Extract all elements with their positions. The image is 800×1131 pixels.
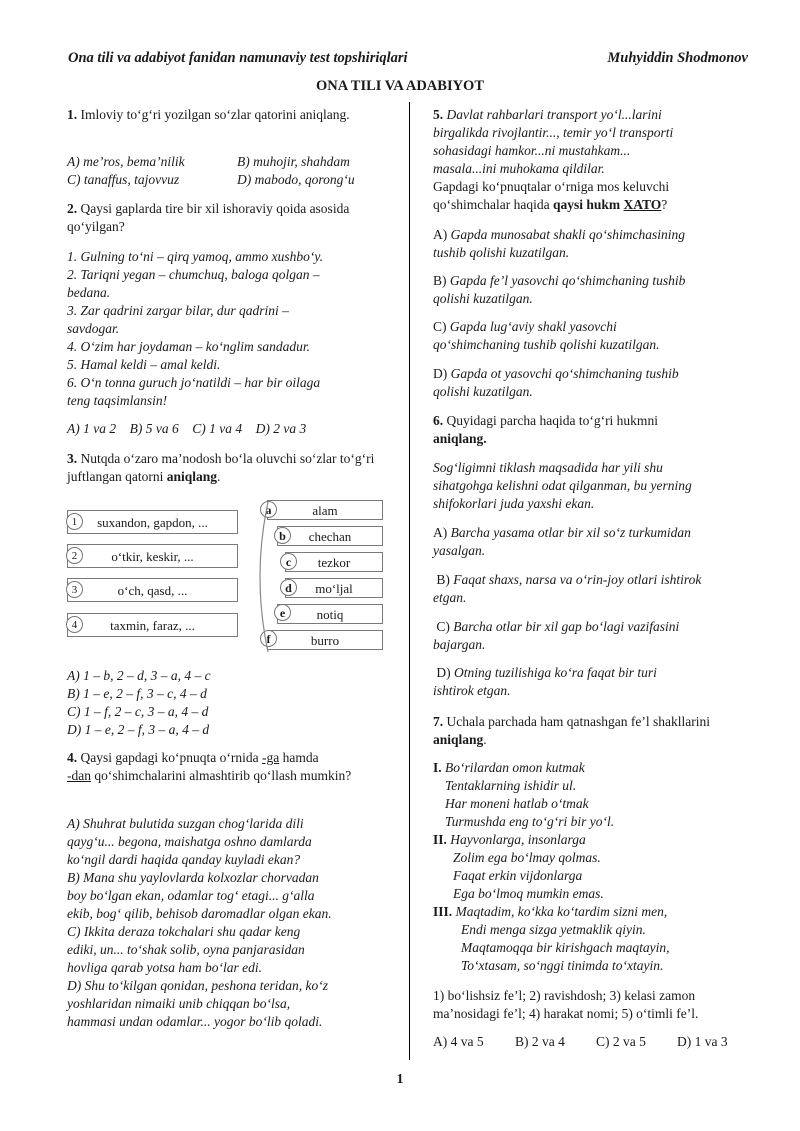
q4-suffix-ga: -ga bbox=[261, 750, 280, 765]
q1-option-b[interactable]: B) muhojir, shahdam bbox=[237, 154, 350, 169]
q4-line[interactable]: koʻngil dardi haqida qanday kuyladi ekan? bbox=[67, 852, 301, 867]
q6-option-d[interactable] bbox=[433, 664, 773, 700]
q5-option-letter: C) bbox=[433, 319, 450, 334]
q7-poem-line: Ega boʻlmoq mumkin emas. bbox=[453, 886, 604, 901]
q2-sentences bbox=[67, 248, 387, 410]
q4-line[interactable]: hammasi undan odamlar... yogor boʻlib qoladi. bbox=[67, 1014, 323, 1029]
q7-poem-line: Faqat erkin vijdonlarga bbox=[453, 868, 583, 883]
q4-line[interactable]: D) Shu toʻkilgan qonidan, peshona teridan, koʻz bbox=[67, 978, 328, 993]
q1-option-d[interactable]: D) mabodo, qorongʻu bbox=[237, 172, 355, 187]
q6-option-text: Barcha otlar bir xil gap boʻlagi vazifasini bbox=[453, 619, 680, 634]
q4-line[interactable]: ediki, un... toʻshak solib, oyna panjarasidan bbox=[67, 942, 305, 957]
q3-number: 3. bbox=[67, 451, 78, 466]
q6-option-letter: B) bbox=[436, 572, 454, 587]
q5-option-letter: A) bbox=[433, 227, 451, 242]
q3-right-letter: b bbox=[274, 527, 291, 544]
q3-answers bbox=[67, 667, 387, 739]
q3-text-bold: aniqlang bbox=[166, 469, 218, 484]
q2-line: teng taqsimlansin! bbox=[67, 393, 168, 408]
q3-option-a[interactable]: A) 1 – b, 2 – d, 3 – a, 4 – c bbox=[67, 668, 211, 683]
q7-poem-number: I. bbox=[433, 760, 442, 775]
q4-suffix-dan: -dan bbox=[67, 768, 91, 783]
q6-option-text: ishtirok etgan. bbox=[433, 683, 511, 698]
q4-number: 4. bbox=[67, 750, 78, 765]
q1-option-c[interactable]: C) tanaffus, tajovvuz bbox=[67, 172, 180, 187]
q7-option-d[interactable]: D) 1 va 3 bbox=[677, 1034, 728, 1049]
q5-option-text: qolishi kuzatilgan. bbox=[433, 384, 533, 399]
q5-option-text: tushib qolishi kuzatilgan. bbox=[433, 245, 570, 260]
q4-line[interactable]: boy boʻlgan ekan, odamlar togʻ etagi... gʻalla bbox=[67, 888, 315, 903]
q3-left-text: oʻtkir, keskir, ... bbox=[111, 549, 194, 564]
q2-answers[interactable]: A) 1 va 2 B) 5 va 6 C) 1 va 4 D) 2 va 3 bbox=[67, 421, 307, 436]
q6-option-text: bajargan. bbox=[433, 637, 486, 652]
question-3: 3. Nutqda oʻzaro maʼnodosh boʻla oluvchi soʻzlar toʻgʻri juftlangan qatorni aniqlang. bbox=[67, 451, 375, 484]
q3-right-letter: a bbox=[260, 501, 277, 518]
q4-line[interactable]: A) Shuhrat bulutida suzgan chogʻlarida dili bbox=[67, 816, 304, 831]
page-number: 1 bbox=[396, 1072, 404, 1087]
q6-passage-line: Sogʻligimni tiklash maqsadida har yili shu bbox=[433, 460, 663, 475]
q6-option-text: etgan. bbox=[433, 590, 467, 605]
q3-text: Nutqda oʻzaro maʼnodosh boʻla oluvchi soʻzlar toʻgʻri juftlangan qatorni bbox=[67, 451, 375, 484]
q6-option-a[interactable] bbox=[433, 524, 773, 560]
q7-feature-line: 1) boʻlishsiz feʼl; 2) ravishdosh; 3) kelasi zamon bbox=[433, 988, 696, 1003]
q7-poem-line: Har moneni hatlab oʻtmak bbox=[445, 796, 589, 811]
q3-left-box-4 bbox=[67, 613, 238, 637]
q5-sentence: masala...ini muhokama qildilar. bbox=[433, 161, 605, 176]
q5-option-d[interactable] bbox=[433, 365, 763, 401]
question-1 bbox=[67, 106, 387, 124]
q2-line: 6. Oʻn tonna guruch joʻnatildi – har bir oilaga bbox=[67, 375, 321, 390]
q3-left-box-1 bbox=[67, 510, 238, 534]
question-2 bbox=[67, 200, 367, 236]
q1-text: Imloviy toʻgʻri yozilgan soʻzlar qatorini aniqlang. bbox=[80, 107, 350, 122]
q7-feature-line: maʼnosidagi feʼl; 4) harakat nomi; 5) oʻtimli feʼl. bbox=[433, 1006, 699, 1021]
q1-number: 1. bbox=[67, 107, 78, 122]
q5-sentence: sohasidagi hamkor...ni mustahkam... bbox=[433, 143, 631, 158]
q3-left-box-3 bbox=[67, 578, 238, 602]
q6-option-b[interactable] bbox=[433, 571, 773, 607]
q2-text: Qaysi gaplarda tire bir xil ishoraviy qoida asosida qoʻyilgan? bbox=[67, 201, 350, 234]
q2-line: 5. Hamal keldi – amal keldi. bbox=[67, 357, 221, 372]
q3-right-box-b bbox=[277, 526, 383, 546]
q5-option-a[interactable] bbox=[433, 226, 763, 262]
q3-left-text: oʻch, qasd, ... bbox=[117, 583, 188, 598]
q2-line: 2. Tariqni yegan – chumchuq, baloga qolgan – bbox=[67, 267, 320, 282]
q7-answers bbox=[433, 1033, 763, 1051]
q6-option-letter: A) bbox=[433, 525, 451, 540]
q7-poem-line: Maqtadim, koʻkka koʻtardim sizni men, bbox=[455, 904, 668, 919]
q5-option-text: qolishi kuzatilgan. bbox=[433, 291, 533, 306]
q5-option-text: Gapda feʼl yasovchi qoʻshimchaning tushib bbox=[449, 273, 686, 288]
q2-line: 4. Oʻzim har joydaman – koʻnglim sandadur. bbox=[67, 339, 310, 354]
q3-right-text: moʻljal bbox=[315, 581, 353, 596]
q1-options bbox=[67, 153, 387, 189]
q6-option-text: Barcha yasama otlar bir xil soʻz turkumidan bbox=[450, 525, 691, 540]
q7-poem-line: Hayvonlarga, insonlarga bbox=[450, 832, 586, 847]
q2-line: 3. Zar qadrini zargar bilar, dur qadrini – bbox=[67, 303, 289, 318]
q3-left-number: 3 bbox=[66, 581, 83, 598]
q3-right-letter: d bbox=[280, 579, 297, 596]
q3-right-text: burro bbox=[310, 633, 340, 648]
q7-text: Uchala parchada ham qatnashgan feʼl shakllarini bbox=[446, 714, 711, 729]
q5-sentence: birgalikda rivojlantir..., temir yoʻl transporti bbox=[433, 125, 674, 140]
q5-option-text: Gapda lugʻaviy shakl yasovchi bbox=[449, 319, 617, 334]
q6-text: Quyidagi parcha haqida toʻgʻri hukmni bbox=[446, 413, 658, 428]
q3-left-text: suxandon, gapdon, ... bbox=[97, 515, 208, 530]
q4-line[interactable]: C) Ikkita deraza tokchalari shu qadar keng bbox=[67, 924, 301, 939]
q6-option-letter: C) bbox=[436, 619, 454, 634]
q3-option-c[interactable]: C) 1 – f, 2 – c, 3 – a, 4 – d bbox=[67, 704, 209, 719]
q5-option-c[interactable] bbox=[433, 318, 763, 354]
q6-text-bold: aniqlang. bbox=[433, 431, 487, 446]
q6-passage bbox=[433, 459, 773, 513]
q5-option-letter: D) bbox=[433, 366, 451, 381]
q3-right-box-e bbox=[277, 604, 383, 624]
q4-line[interactable]: qaygʻu... begona, maishatga oshno damlarda bbox=[67, 834, 312, 849]
q3-left-number: 4 bbox=[66, 616, 83, 633]
q5-text: qoʻshimchalar haqida bbox=[433, 197, 550, 212]
q6-option-text: Otning tuzilishiga koʻra faqat bir turi bbox=[454, 665, 657, 680]
q2-line: bedana. bbox=[67, 285, 111, 300]
question-7: 7. Uchala parchada ham qatnashgan feʼl shakllarini aniqlang. bbox=[433, 714, 711, 747]
q7-feature-list bbox=[433, 987, 773, 1023]
q4-options bbox=[67, 815, 397, 1031]
q2-number: 2. bbox=[67, 201, 78, 216]
q3-left-number: 2 bbox=[66, 547, 83, 564]
q6-option-text: yasalgan. bbox=[433, 543, 486, 558]
q3-right-box-c bbox=[285, 552, 383, 572]
q3-right-letter: e bbox=[274, 604, 291, 621]
q6-option-text: Faqat shaxs, narsa va oʻrin-joy otlari ishtirok bbox=[453, 572, 702, 587]
q6-passage-line: shifokorlari juda yaxshi ekan. bbox=[433, 496, 595, 511]
q4-line[interactable]: hovliga qarab yotsa ham boʻlar edi. bbox=[67, 960, 262, 975]
q6-passage-line: sihatgohga kelishni odat qilganman, bu yerning bbox=[433, 478, 692, 493]
q4-line[interactable]: ekib, bogʻ qilib, behisob daromadlar olgan ekan. bbox=[67, 906, 332, 921]
q2-line: 1. Gulning toʻni – qirq yamoq, ammo xushboʻy. bbox=[67, 249, 323, 264]
q5-option-text: Gapda munosabat shakli qoʻshimchasining bbox=[450, 227, 685, 242]
q4-text: hamda bbox=[282, 750, 319, 765]
q7-poem-number: II. bbox=[433, 832, 447, 847]
q3-right-text: alam bbox=[312, 503, 338, 518]
q7-poem-number: III. bbox=[433, 904, 453, 919]
q7-poem-line: Boʻrilardan omon kutmak bbox=[445, 760, 585, 775]
column-divider bbox=[409, 102, 410, 1060]
q5-xato: XATO bbox=[623, 197, 662, 212]
q4-text: Qaysi gapdagi koʻpnuqta oʻrnida bbox=[80, 750, 259, 765]
q7-poem-line: Toʻxtasam, soʻnggi tinimda toʻxtayin. bbox=[461, 958, 664, 973]
q3-left-box-2 bbox=[67, 544, 238, 568]
page-title: ONA TILI VA ADABIYOT bbox=[315, 78, 485, 94]
q6-number: 6. bbox=[433, 413, 444, 428]
q5-text: Gapdagi koʻpnuqtalar oʻrniga mos keluvchi bbox=[433, 179, 670, 194]
q1-option-a[interactable]: A) meʼros, bemaʼnilik bbox=[67, 154, 185, 169]
question-5 bbox=[433, 106, 763, 214]
question-6 bbox=[433, 412, 763, 448]
q4-line[interactable]: B) Mana shu yaylovlarda kolxozlar chorvadan bbox=[67, 870, 319, 885]
question-4 bbox=[67, 749, 367, 785]
q5-number: 5. bbox=[433, 107, 444, 122]
q3-right-letter: c bbox=[280, 553, 297, 570]
q4-text: qoʻshimchalarini almashtirib qoʻllash mumkin? bbox=[94, 768, 352, 783]
q3-right-text: tezkor bbox=[317, 555, 351, 570]
q7-option-a[interactable]: A) 4 va 5 bbox=[433, 1034, 484, 1049]
q7-poems bbox=[433, 759, 773, 975]
q7-poem-line: Maqtamoqqa bir kirishgach maqtayin, bbox=[461, 940, 670, 955]
q5-option-b[interactable] bbox=[433, 272, 763, 308]
q5-qmark: ? bbox=[661, 197, 668, 212]
q7-option-b[interactable]: B) 2 va 4 bbox=[515, 1034, 565, 1049]
q7-poem-line: Endi menga sizga yetmaklik qiyin. bbox=[461, 922, 646, 937]
q7-poem-line: Turmushda eng toʻgʻri bir yoʻl. bbox=[445, 814, 615, 829]
q5-option-letter: B) bbox=[433, 273, 450, 288]
q3-right-box-d bbox=[285, 578, 383, 598]
q3-left-number: 1 bbox=[66, 513, 83, 530]
q7-poem-line: Zolim ega boʻlmay qolmas. bbox=[453, 850, 601, 865]
q3-bracket-curve bbox=[250, 496, 290, 658]
q3-right-letter: f bbox=[260, 630, 277, 647]
q6-option-c[interactable] bbox=[433, 618, 773, 654]
q5-sentence: Davlat rahbarlari transport yoʻl...larini bbox=[446, 107, 662, 122]
q5-option-text: qoʻshimchaning tushib qolishi kuzatilgan. bbox=[433, 337, 660, 352]
q5-option-text: Gapda ot yasovchi qoʻshimchaning tushib bbox=[450, 366, 679, 381]
q3-option-d[interactable]: D) 1 – e, 2 – f, 3 – a, 4 – d bbox=[67, 722, 210, 737]
q7-number: 7. bbox=[433, 714, 444, 729]
q7-poem-line: Tentaklarning ishidir ul. bbox=[445, 778, 577, 793]
q6-option-letter: D) bbox=[436, 665, 454, 680]
header-subject: Ona tili va adabiyot fanidan namunaviy test topshiriqlari bbox=[68, 50, 408, 66]
q2-line: savdogar. bbox=[67, 321, 120, 336]
q4-line[interactable]: yoshlaridan nimaiki unib chiqqan boʻlsa, bbox=[67, 996, 291, 1011]
q7-option-c[interactable]: C) 2 va 5 bbox=[596, 1034, 646, 1049]
q3-option-b[interactable]: B) 1 – e, 2 – f, 3 – c, 4 – d bbox=[67, 686, 207, 701]
q5-text-bold: qaysi hukm bbox=[552, 197, 621, 212]
header-author: Muhyiddin Shodmonov bbox=[607, 50, 748, 66]
q3-right-text: chechan bbox=[308, 529, 352, 544]
q3-right-text: notiq bbox=[316, 607, 344, 622]
q7-text-bold: aniqlang bbox=[433, 732, 484, 747]
q3-left-text: taxmin, faraz, ... bbox=[110, 618, 195, 633]
